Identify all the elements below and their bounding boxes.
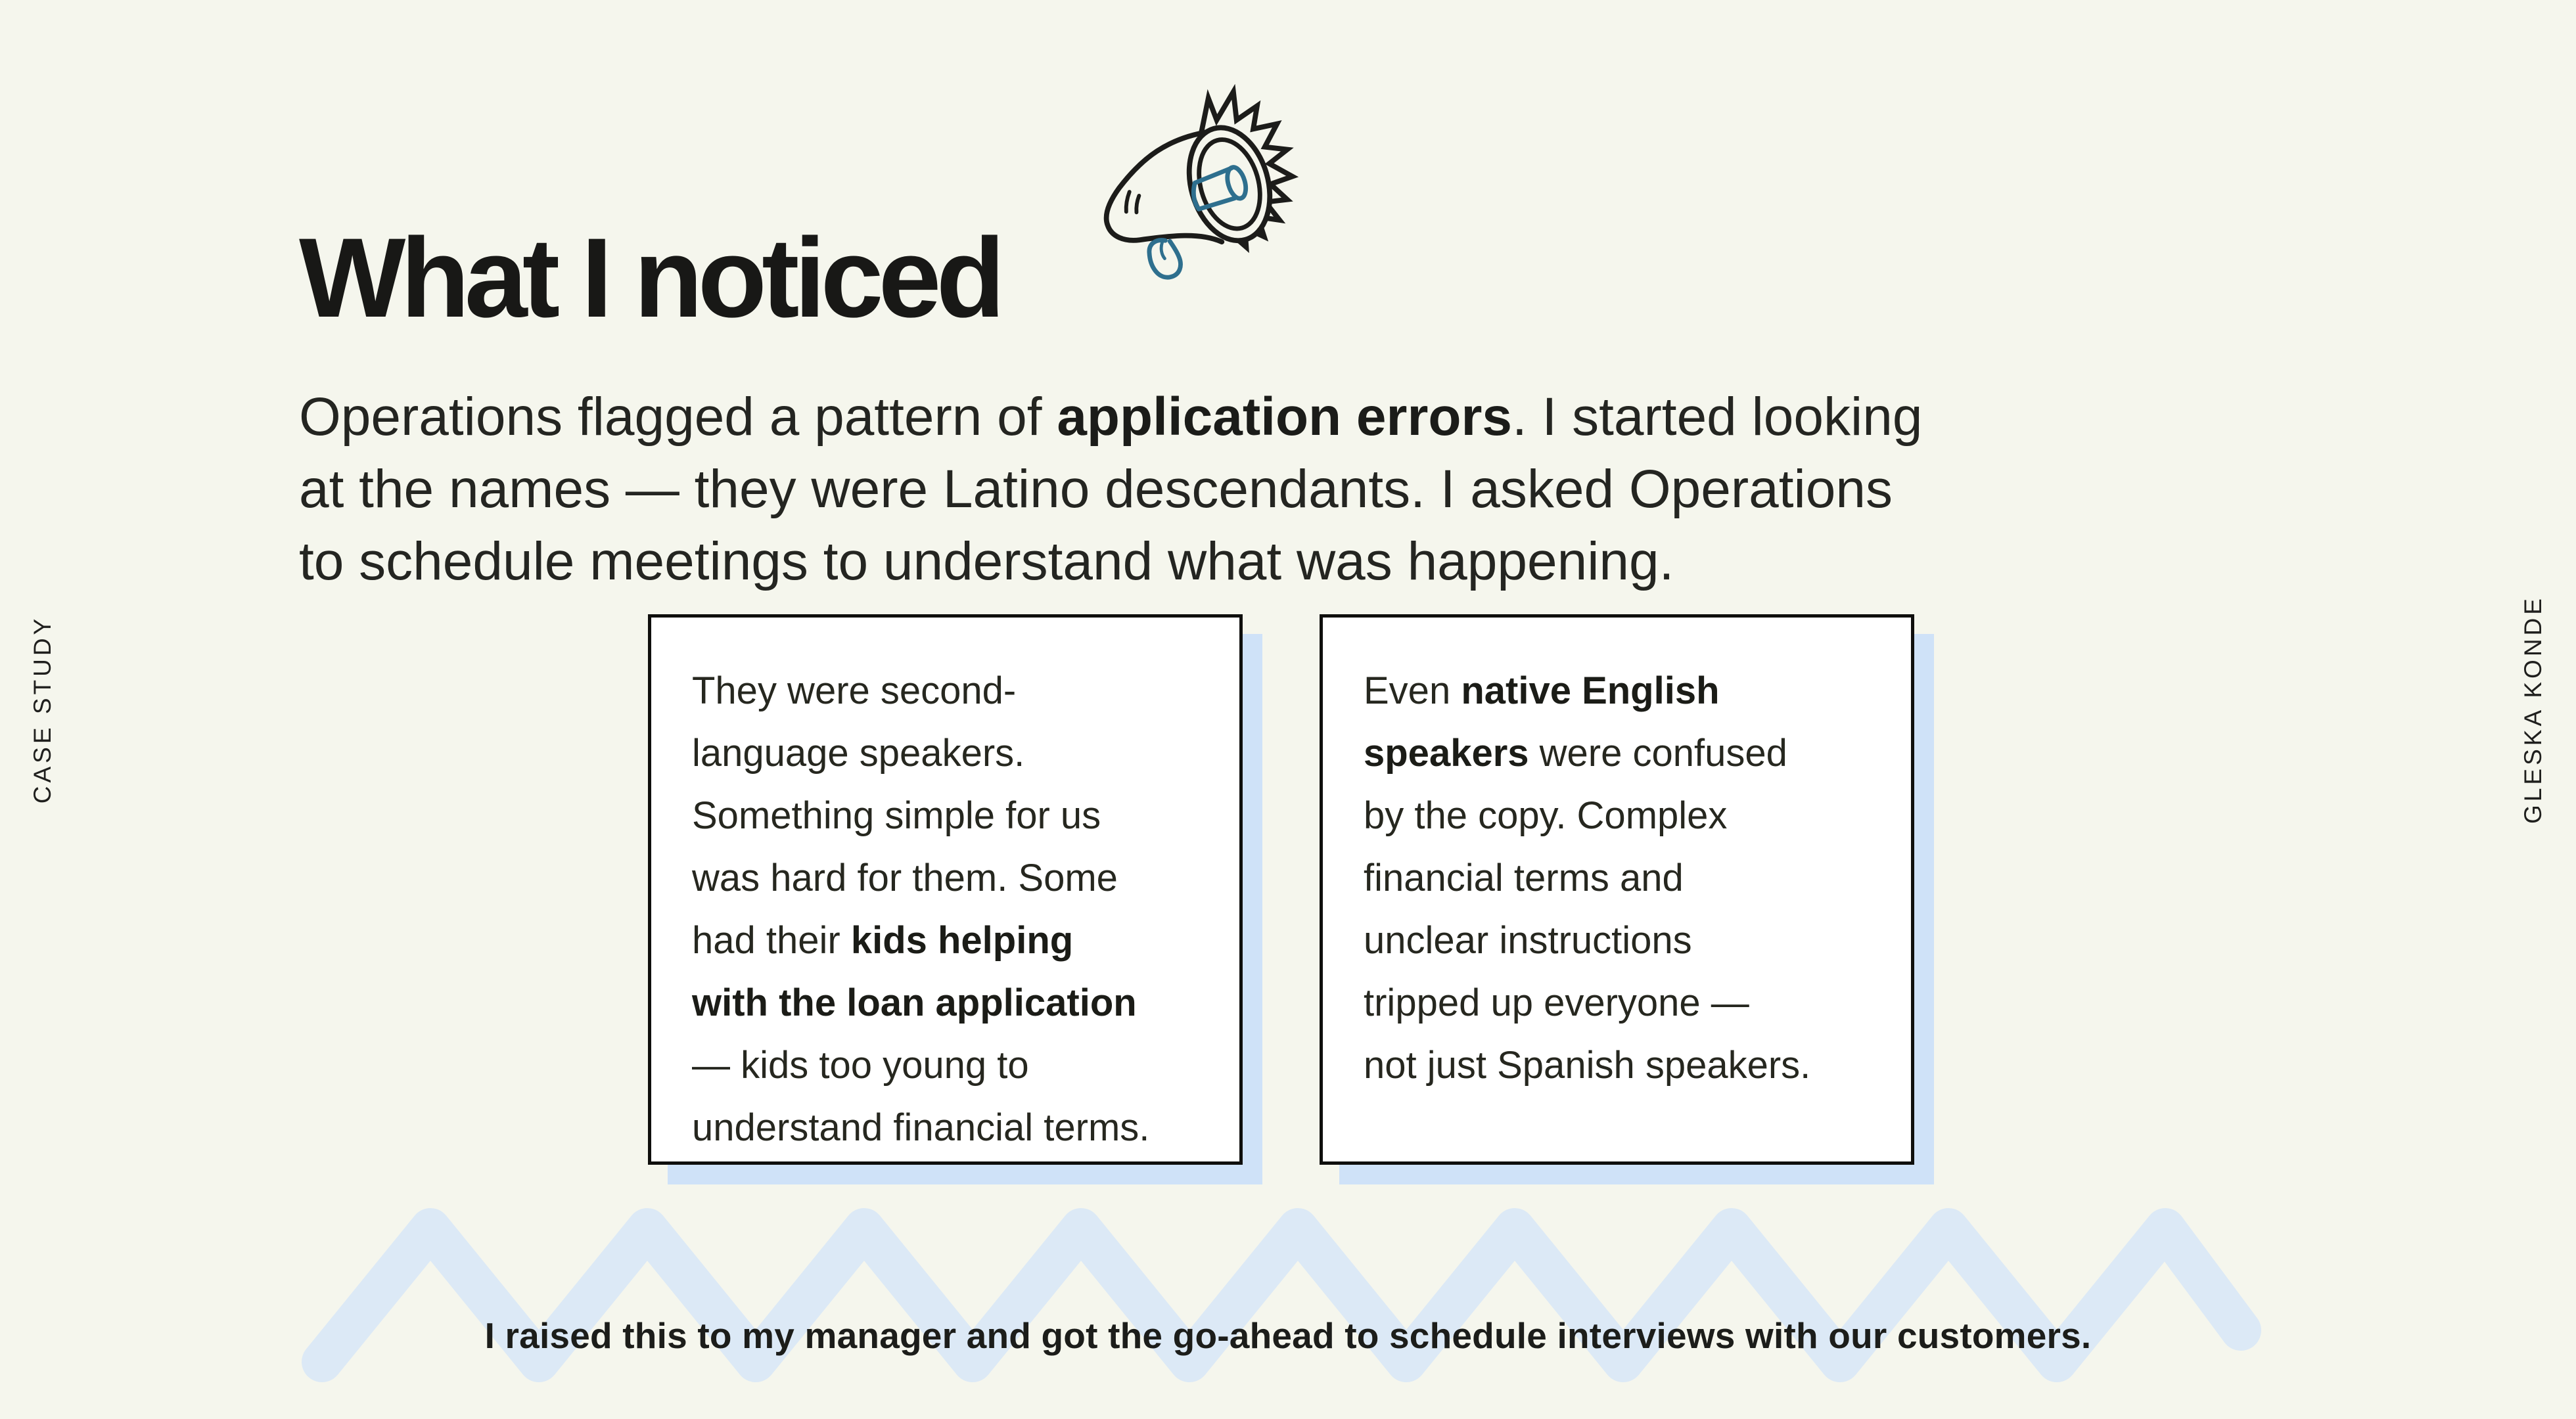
footer-note: I raised this to my manager and got the go-ahead to schedule interviews with our customers. bbox=[484, 1315, 2092, 1356]
insight-card-text: Even native English speakers were confused by the copy. Complex financial terms and unclear instructions tripped up everyone — not just Spanish speakers. bbox=[1364, 669, 1811, 1087]
side-label-author: GLESKA KONDE bbox=[2519, 595, 2546, 824]
intro-paragraph: Operations flagged a pattern of application errors. I started looking at the names — they were Latino descendants. I asked Operations to schedule meetings to understand what was happening. bbox=[299, 387, 1923, 591]
megaphone-icon bbox=[1068, 84, 1337, 301]
insight-card-second-language bbox=[648, 614, 1243, 1165]
insight-card-native-english bbox=[1320, 614, 1914, 1165]
side-label-case-study: CASE STUDY bbox=[29, 615, 56, 804]
insight-card-text: They were second- language speakers. Something simple for us was hard for them. Some had their kids helping with the loan application — kids too young to understand financial terms. bbox=[692, 669, 1150, 1149]
page-title: What I noticed bbox=[299, 215, 1000, 342]
